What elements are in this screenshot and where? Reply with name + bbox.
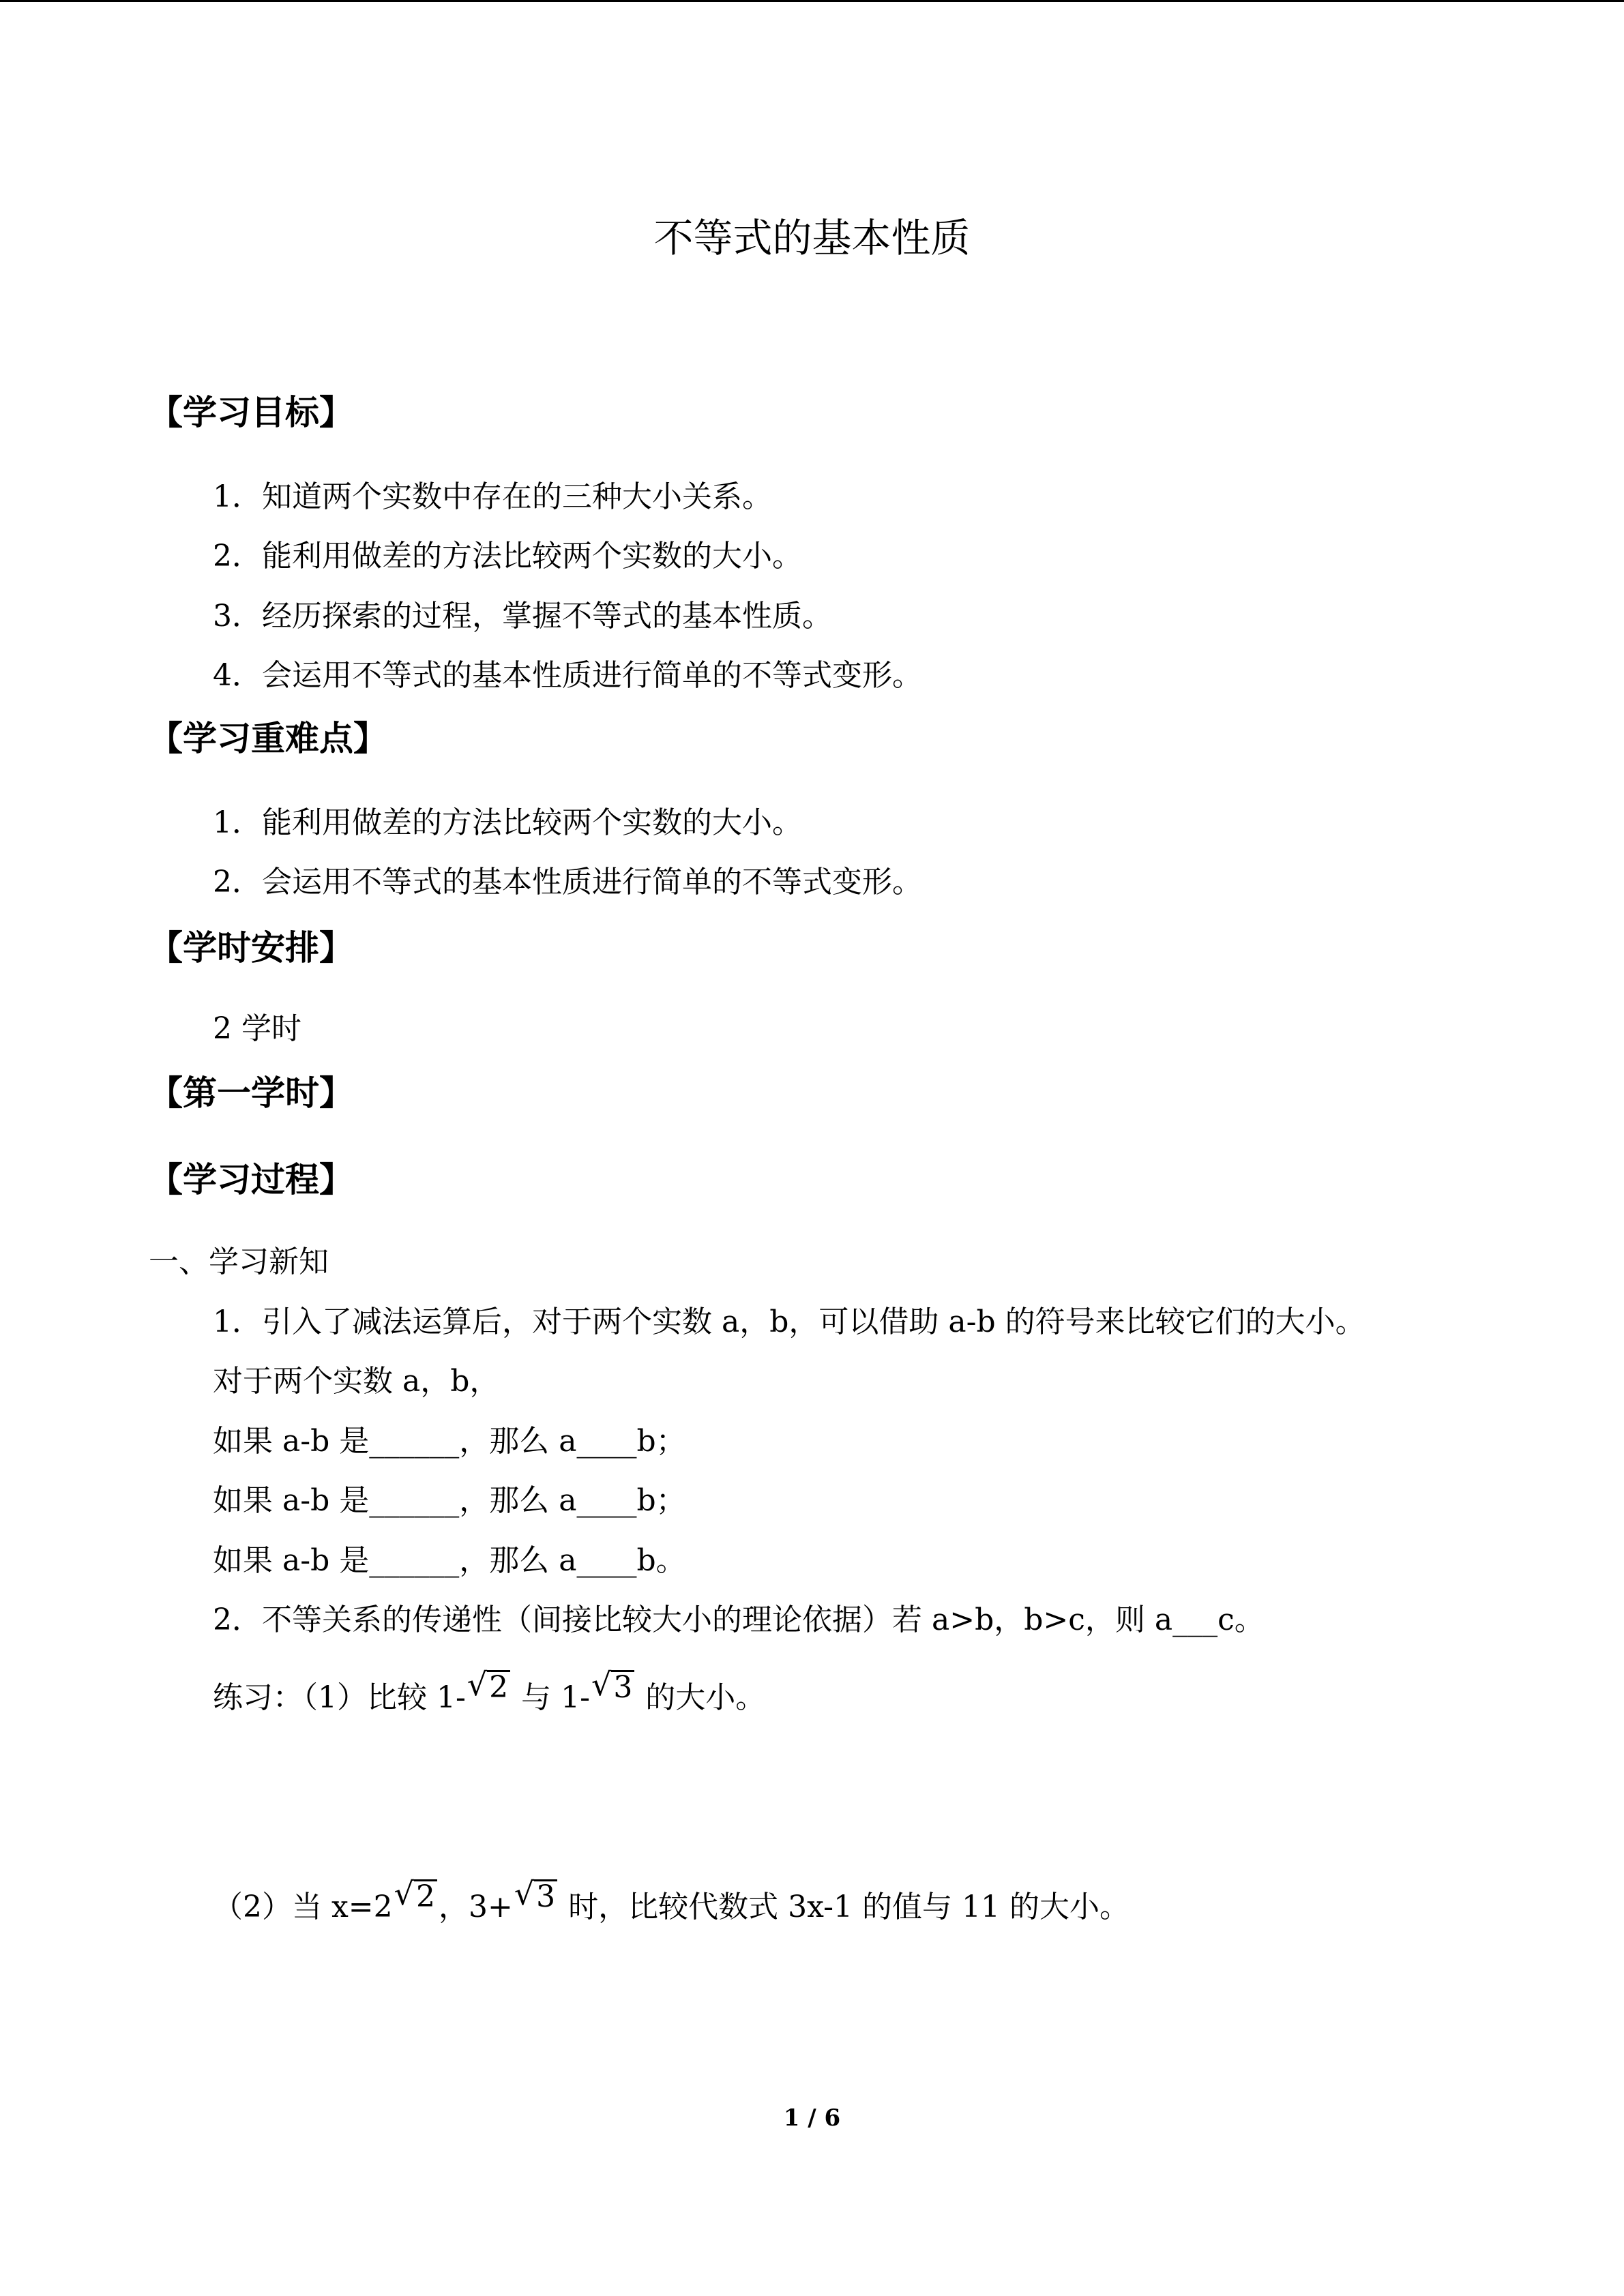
sqrt-icon: √ xyxy=(394,1875,414,1912)
fill-blank-line-3: 如果 a-b 是______，那么 a____b。 xyxy=(213,1543,686,1578)
sqrt-2-expression xyxy=(394,1875,437,1913)
exercise-1-text-b: 与 1- xyxy=(512,1680,590,1715)
fill-blank-line-1: 如果 a-b 是______，那么 a____b； xyxy=(213,1424,686,1459)
sqrt-3-expression xyxy=(514,1875,557,1913)
exercise-2 xyxy=(213,1875,1130,1926)
section-heading-schedule: 【学时安排】 xyxy=(149,927,353,968)
document-title: 不等式的基本性质 xyxy=(653,215,971,261)
sqrt-3-expression xyxy=(591,1666,634,1703)
section-heading-goals: 【学习目标】 xyxy=(149,392,353,432)
goal-item-1: 1．知道两个实数中存在的三种大小关系。 xyxy=(213,479,772,514)
key-point-item-2: 2．会运用不等式的基本性质进行简单的不等式变形。 xyxy=(213,865,922,899)
part-heading: 一、学习新知 xyxy=(149,1244,329,1279)
sqrt-icon: √ xyxy=(591,1666,612,1703)
section-heading-key-points: 【学习重难点】 xyxy=(149,718,387,758)
key-point-item-1: 1．能利用做差的方法比较两个实数的大小。 xyxy=(213,805,802,840)
schedule-text: 2 学时 xyxy=(213,1011,301,1046)
goal-item-3: 3．经历探索的过程，掌握不等式的基本性质。 xyxy=(213,599,832,633)
exercise-1-text-a: 练习：（1）比较 1- xyxy=(213,1680,466,1715)
process-paragraph-2: 对于两个实数 a，b， xyxy=(213,1364,500,1399)
goal-item-2: 2．能利用做差的方法比较两个实数的大小。 xyxy=(213,539,802,573)
process-paragraph-transitivity: 2．不等关系的传递性（间接比较大小的理论依据）若 a>b，b>c，则 a___c。 xyxy=(213,1602,1265,1637)
radicand: 3 xyxy=(611,1670,634,1703)
exercise-1-text-c: 的大小。 xyxy=(636,1680,766,1715)
process-paragraph-1: 1．引入了减法运算后，对于两个实数 a，b，可以借助 a-b 的符号来比较它们的大小。 xyxy=(213,1304,1365,1339)
section-heading-process: 【学习过程】 xyxy=(149,1159,353,1199)
radicand: 2 xyxy=(487,1670,510,1703)
page-number: 1 / 6 xyxy=(783,2104,841,2132)
fill-blank-line-2: 如果 a-b 是______，那么 a____b； xyxy=(213,1483,686,1518)
sqrt-2-expression xyxy=(467,1666,510,1703)
exercise-2-text-c: 时，比较代数式 3x-1 的值与 11 的大小。 xyxy=(559,1890,1130,1924)
sqrt-icon: √ xyxy=(467,1666,488,1703)
sqrt-icon: √ xyxy=(514,1875,535,1912)
section-heading-first-lesson: 【第一学时】 xyxy=(149,1073,353,1113)
radicand: 3 xyxy=(534,1879,557,1913)
exercise-2-text-b: ，3+ xyxy=(438,1890,513,1924)
radicand: 2 xyxy=(414,1879,437,1913)
exercise-1 xyxy=(213,1666,766,1716)
exercise-2-text-a: （2）当 x=2 xyxy=(213,1890,393,1924)
goal-item-4: 4．会运用不等式的基本性质进行简单的不等式变形。 xyxy=(213,658,922,693)
